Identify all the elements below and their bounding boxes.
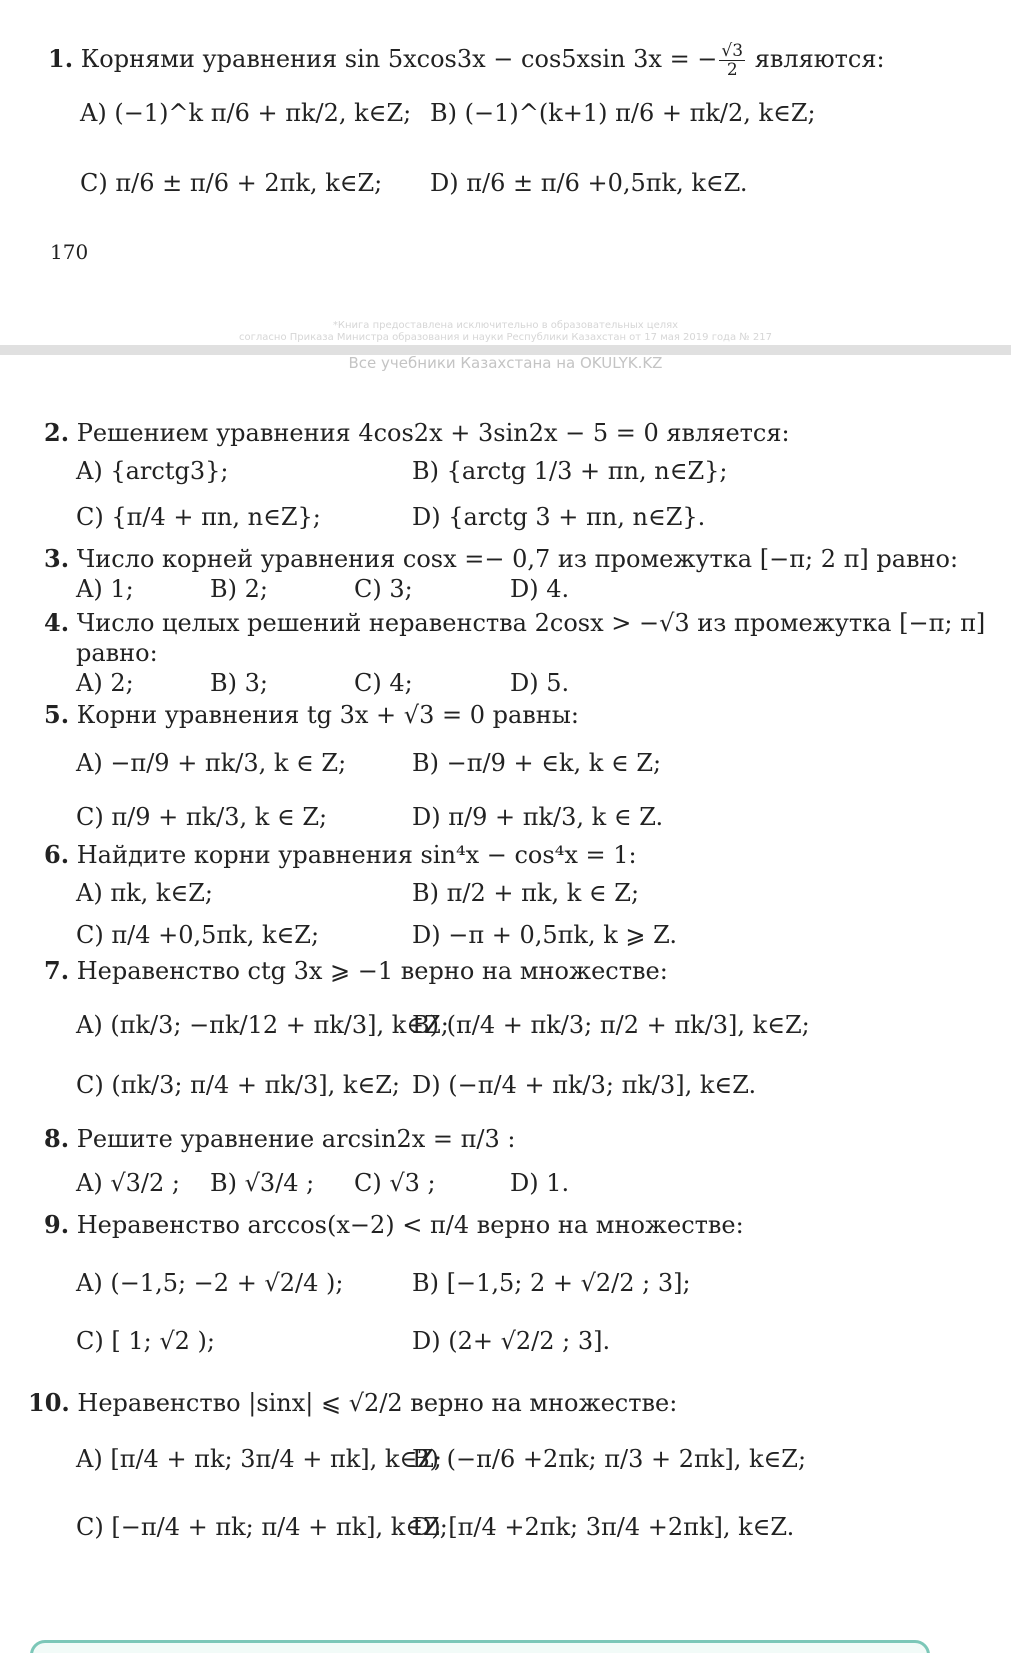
question-10	[28, 1388, 677, 1418]
question-9-option-a: A) (−1,5; −2 + √2/4 );	[76, 1269, 344, 1297]
question-7-option-d: D) (−π/4 + πk/3; πk/3], k∈Z.	[412, 1071, 757, 1099]
question-6-option-a: A) πk, k∈Z;	[76, 879, 213, 907]
question-4-option-a: A) 2;	[76, 669, 134, 697]
question-2-number: 2.	[44, 418, 70, 447]
question-10-option-a: A) [π/4 + πk; 3π/4 + πk], k∈Z;	[76, 1445, 442, 1473]
question-6-option-d: D) −π + 0,5πk, k ⩾ Z.	[412, 921, 678, 949]
question-1-text: Корнями уравнения sin 5xcos3x − cos5xsin 3x = −	[80, 45, 718, 73]
question-7-option-c: C) (πk/3; π/4 + πk/3], k∈Z;	[76, 1071, 400, 1099]
question-1-option-a: A) (−1)^k π/6 + πk/2, k∈Z;	[80, 99, 412, 127]
question-6	[44, 840, 637, 870]
question-5-number: 5.	[44, 700, 70, 729]
question-8	[44, 1124, 516, 1154]
question-5	[44, 700, 579, 730]
question-8-option-d: D) 1.	[510, 1169, 570, 1197]
question-2-option-a: A) {arctg3};	[76, 457, 229, 485]
question-9	[44, 1210, 744, 1240]
question-2	[44, 418, 790, 448]
question-8-option-c: C) √3 ;	[354, 1169, 436, 1197]
question-3-option-b: B) 2;	[210, 575, 268, 603]
question-4-option-b: B) 3;	[210, 669, 268, 697]
question-7-option-a: A) (πk/3; −πk/12 + πk/3], k∈Z;	[76, 1011, 449, 1039]
watermark-line-2: согласно Приказа Министра образования и науки Республики Казахстан от 17 мая 2019 года № 217	[239, 332, 772, 343]
question-5-option-a: A) −π/9 + πk/3, k ∈ Z;	[76, 749, 347, 777]
question-9-option-c: C) [ 1; √2 );	[76, 1327, 215, 1355]
question-4-number: 4.	[44, 608, 70, 637]
question-4-option-c: C) 4;	[354, 669, 413, 697]
question-5-option-b: B) −π/9 + ∈k, k ∈ Z;	[412, 749, 662, 777]
question-1-option-d: D) π/6 ± π/6 +0,5πk, k∈Z.	[430, 169, 748, 197]
question-7-option-b: B) (π/4 + πk/3; π/2 + πk/3], k∈Z;	[412, 1011, 810, 1039]
question-7-number: 7.	[44, 956, 70, 985]
watermark-site: Все учебники Казахстана на OKULYK.KZ	[348, 354, 663, 372]
question-5-text: Корни уравнения tg 3x + √3 = 0 равны:	[76, 701, 579, 729]
question-2-text: Решением уравнения 4cos2x + 3sin2x − 5 = 0 является:	[76, 419, 790, 447]
question-8-option-a: A) √3/2 ;	[76, 1169, 180, 1197]
watermark-notice	[0, 320, 1011, 344]
question-8-number: 8.	[44, 1124, 70, 1153]
question-1-option-c: C) π/6 ± π/6 + 2πk, k∈Z;	[80, 169, 383, 197]
question-7-text: Неравенство ctg 3x ⩾ −1 верно на множестве:	[76, 957, 668, 985]
question-9-number: 9.	[44, 1210, 70, 1239]
question-9-option-b: B) [−1,5; 2 + √2/2 ; 3];	[412, 1269, 691, 1297]
question-7	[44, 956, 668, 986]
question-6-option-c: C) π/4 +0,5πk, k∈Z;	[76, 921, 320, 949]
question-1-number: 1.	[48, 44, 74, 73]
question-2-option-c: C) {π/4 + πn, n∈Z};	[76, 503, 321, 531]
question-5-option-d: D) π/9 + πk/3, k ∈ Z.	[412, 803, 664, 831]
question-10-option-d: D) [π/4 +2πk; 3π/4 +2πk], k∈Z.	[412, 1513, 795, 1541]
question-3	[44, 544, 958, 574]
question-1-option-b: B) (−1)^(k+1) π/6 + πk/2, k∈Z;	[430, 99, 816, 127]
question-10-option-b: B) (−π/6 +2πk; π/3 + 2πk], k∈Z;	[412, 1445, 807, 1473]
question-2-option-b: B) {arctg 1/3 + πn, n∈Z};	[412, 457, 728, 485]
question-10-number: 10.	[28, 1388, 70, 1417]
question-8-option-b: B) √3/4 ;	[210, 1169, 315, 1197]
bottom-frame	[30, 1640, 930, 1653]
question-3-option-a: A) 1;	[76, 575, 134, 603]
question-4	[44, 608, 985, 638]
question-3-option-c: C) 3;	[354, 575, 413, 603]
question-3-option-d: D) 4.	[510, 575, 570, 603]
question-6-number: 6.	[44, 840, 70, 869]
question-3-text: Число корней уравнения cosx =− 0,7 из промежутка [−π; 2 π] равно:	[76, 545, 959, 573]
question-10-option-c: C) [−π/4 + πk; π/4 + πk], k∈Z;	[76, 1513, 448, 1541]
question-9-text: Неравенство arccos(x−2) < π/4 верно на множестве:	[76, 1211, 744, 1239]
question-6-text: Найдите корни уравнения sin⁴x − cos⁴x = 1:	[76, 841, 637, 869]
fraction-denominator: 2	[726, 60, 738, 80]
question-3-number: 3.	[44, 544, 70, 573]
question-4-text-continued: равно:	[76, 639, 158, 667]
question-8-text: Решите уравнение arcsin2x = π/3 :	[76, 1125, 516, 1153]
question-1-fraction	[719, 42, 745, 79]
question-4-text: Число целых решений неравенства 2cosx > −√3 из промежутка [−π; π]	[76, 609, 986, 637]
watermark-line-1: *Книга предоставлена исключительно в образовательных целях	[332, 320, 679, 331]
question-5-option-c: C) π/9 + πk/3, k ∈ Z;	[76, 803, 328, 831]
question-9-option-d: D) (2+ √2/2 ; 3].	[412, 1327, 611, 1355]
question-4-option-d: D) 5.	[510, 669, 570, 697]
question-6-option-b: B) π/2 + πk, k ∈ Z;	[412, 879, 640, 907]
question-10-text: Неравенство |sinx| ⩽ √2/2 верно на множестве:	[77, 1389, 678, 1417]
page-number: 170	[50, 240, 89, 264]
fraction-numerator: √3	[721, 41, 744, 61]
question-1	[48, 42, 885, 79]
question-1-tail: являются:	[754, 45, 885, 73]
question-2-option-d: D) {arctg 3 + πn, n∈Z}.	[412, 503, 706, 531]
